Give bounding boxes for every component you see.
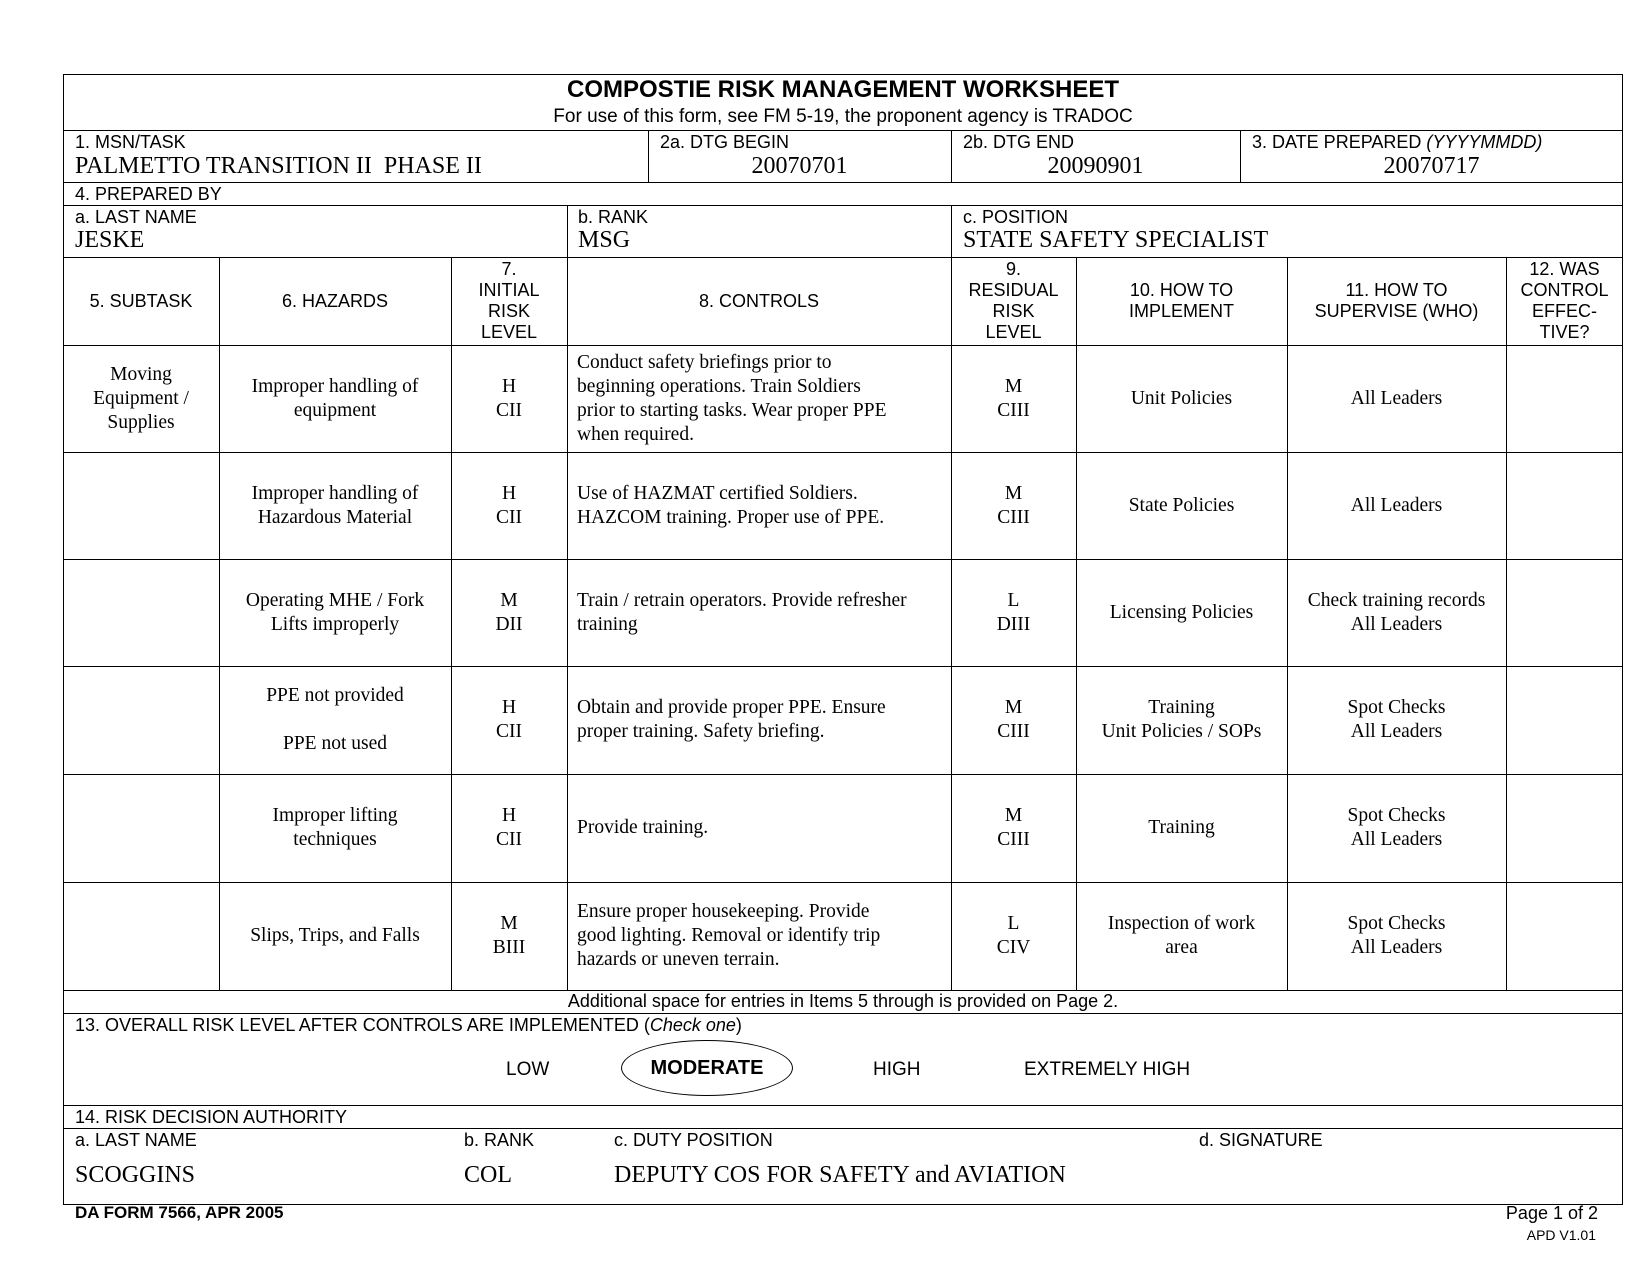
- effective-cell[interactable]: [1506, 882, 1623, 990]
- implement-cell[interactable]: [1076, 345, 1287, 452]
- authority-rank-label: b. RANK: [464, 1130, 535, 1150]
- overall-risk-label: 13. OVERALL RISK LEVEL AFTER CONTROLS ARE IMPLEMENTED (Check one): [75, 1015, 742, 1035]
- table-row: [63, 345, 219, 452]
- col-header-residual-risk: 9. RESIDUAL RISK LEVEL: [968, 259, 1059, 342]
- divider: [63, 130, 1623, 131]
- residual-risk-cell[interactable]: [951, 666, 1076, 774]
- col-header-controls: 8. CONTROLS: [698, 290, 820, 311]
- hazard-cell[interactable]: [219, 559, 451, 666]
- initial-risk-text: H CII: [496, 482, 522, 528]
- supervise-cell[interactable]: [1287, 666, 1506, 774]
- implement-text: Training: [1148, 817, 1215, 838]
- form-subtitle: For use of this form, see FM 5-19, the proponent agency is TRADOC: [553, 106, 1133, 127]
- divider: [63, 1105, 1623, 1106]
- supervise-text: Spot Checks All Leaders: [1347, 805, 1446, 850]
- hazard-text: PPE not provided PPE not used: [266, 685, 404, 754]
- col-header-subtask: 5. SUBTASK: [89, 290, 193, 311]
- col-header-how-implement: 10. HOW TO IMPLEMENT: [1128, 280, 1234, 321]
- supervise-text: Check training records All Leaders: [1307, 589, 1486, 635]
- subtask-cell[interactable]: [63, 882, 219, 990]
- residual-risk-cell[interactable]: [951, 559, 1076, 666]
- initial-risk-cell[interactable]: [451, 882, 567, 990]
- authority-signature-label: d. SIGNATURE: [1199, 1130, 1323, 1150]
- authority-last-name-value[interactable]: SCOGGINS: [75, 1162, 196, 1188]
- controls-cell[interactable]: [567, 345, 951, 452]
- hazard-cell[interactable]: [219, 774, 451, 882]
- controls-cell[interactable]: [567, 559, 951, 666]
- authority-rank-value[interactable]: COL: [464, 1162, 512, 1188]
- col-header-how-supervise: 11. HOW TO SUPERVISE (WHO): [1314, 280, 1479, 321]
- form-title: COMPOSTIE RISK MANAGEMENT WORKSHEET: [566, 76, 1119, 103]
- hazard-text: Operating MHE / Fork Lifts improperly: [245, 589, 425, 635]
- residual-risk-cell[interactable]: [951, 774, 1076, 882]
- residual-risk-cell[interactable]: [951, 882, 1076, 990]
- risk-option-high[interactable]: HIGH: [873, 1059, 921, 1080]
- subtask-cell[interactable]: Moving Equipment / Supplies: [93, 363, 189, 433]
- authority-duty-value[interactable]: DEPUTY COS FOR SAFETY and AVIATION: [614, 1162, 1066, 1188]
- residual-risk-text: L DIII: [996, 589, 1031, 635]
- hazard-text: Slips, Trips, and Falls: [250, 925, 420, 946]
- supervise-text: Spot Checks All Leaders: [1347, 913, 1446, 958]
- implement-text: State Policies: [1128, 494, 1235, 516]
- initial-risk-text: H CII: [496, 805, 522, 850]
- rank-value[interactable]: MSG: [578, 227, 631, 253]
- residual-risk-cell[interactable]: [951, 452, 1076, 559]
- dtg-begin-label: 2a. DTG BEGIN: [660, 132, 790, 152]
- controls-cell[interactable]: [567, 452, 951, 559]
- divider: [951, 205, 952, 257]
- col-header-initial-risk: 7. INITIAL RISK LEVEL: [478, 259, 540, 342]
- position-value[interactable]: STATE SAFETY SPECIALIST: [963, 227, 1269, 253]
- residual-risk-cell[interactable]: [951, 345, 1076, 452]
- initial-risk-text: M BIII: [492, 913, 526, 958]
- date-format-hint: (YYYYMMDD): [1426, 132, 1543, 152]
- supervise-cell[interactable]: [1287, 882, 1506, 990]
- implement-cell[interactable]: [1076, 452, 1287, 559]
- authority-duty-label: c. DUTY POSITION: [614, 1130, 773, 1150]
- additional-space-note: Additional space for entries in Items 5 through is provided on Page 2.: [567, 991, 1119, 1011]
- divider: [567, 205, 568, 257]
- initial-risk-text: H CII: [496, 375, 522, 421]
- divider: [63, 1128, 1623, 1129]
- last-name-label: a. LAST NAME: [75, 207, 197, 227]
- initial-risk-text: M DII: [495, 589, 523, 635]
- initial-risk-cell[interactable]: [451, 774, 567, 882]
- effective-cell[interactable]: [1506, 559, 1623, 666]
- controls-text: Provide training.: [577, 817, 709, 838]
- form-id: DA FORM 7566, APR 2005: [75, 1203, 284, 1222]
- implement-text: Licensing Policies: [1109, 601, 1254, 623]
- position-label: c. POSITION: [963, 207, 1069, 227]
- supervise-text: All Leaders: [1350, 387, 1443, 409]
- implement-cell[interactable]: [1076, 882, 1287, 990]
- page-number: Page 1 of 2: [1505, 1203, 1598, 1223]
- residual-risk-text: M CIII: [997, 697, 1030, 742]
- last-name-value[interactable]: JESKE: [75, 227, 145, 253]
- residual-risk-text: L CIV: [996, 913, 1031, 958]
- controls-text: Train / retrain operators. Provide refresher training: [577, 589, 907, 635]
- risk-option-extremely-high[interactable]: EXTREMELY HIGH: [1024, 1059, 1191, 1080]
- col-header-effective: 12. WAS CONTROL EFFEC- TIVE?: [1520, 259, 1609, 342]
- hazard-cell[interactable]: [219, 345, 451, 452]
- controls-text: Use of HAZMAT certified Soldiers. HAZCOM training. Proper use of PPE.: [577, 482, 885, 528]
- controls-text: Ensure proper housekeeping. Provide good lighting. Removal or identify trip hazards or uneven terrain.: [577, 901, 881, 970]
- rank-label: b. RANK: [578, 207, 649, 227]
- prepared-by-label: 4. PREPARED BY: [75, 184, 222, 204]
- hazard-cell[interactable]: [219, 666, 451, 774]
- supervise-cell[interactable]: [1287, 345, 1506, 452]
- subtask-cell[interactable]: [63, 559, 219, 666]
- implement-cell[interactable]: [1076, 774, 1287, 882]
- effective-cell[interactable]: [1506, 666, 1623, 774]
- controls-text: Obtain and provide proper PPE. Ensure proper training. Safety briefing.: [577, 697, 886, 742]
- supervise-cell[interactable]: [1287, 452, 1506, 559]
- supervise-cell[interactable]: [1287, 774, 1506, 882]
- controls-cell[interactable]: [567, 774, 951, 882]
- controls-cell[interactable]: [567, 666, 951, 774]
- risk-option-moderate[interactable]: MODERATE: [650, 1057, 764, 1079]
- supervise-text: All Leaders: [1350, 494, 1443, 516]
- initial-risk-text: H CII: [496, 697, 522, 742]
- subtask-cell[interactable]: [63, 452, 219, 559]
- date-prepared-value[interactable]: 20070717: [1383, 153, 1480, 179]
- date-prepared-label: 3. DATE PREPARED (YYYYMMDD): [1252, 132, 1543, 152]
- effective-cell[interactable]: [1506, 452, 1623, 559]
- hazard-text: Improper lifting techniques: [272, 805, 398, 850]
- dtg-end-label: 2b. DTG END: [963, 132, 1075, 152]
- residual-risk-text: M CIII: [997, 482, 1030, 528]
- controls-text: Conduct safety briefings prior to beginning operations. Train Soldiers prior to starting tasks. Wear proper PPE when required.: [577, 351, 887, 445]
- risk-option-low[interactable]: LOW: [506, 1059, 550, 1080]
- effective-cell[interactable]: [1506, 345, 1623, 452]
- initial-risk-cell[interactable]: [451, 345, 567, 452]
- effective-cell[interactable]: [1506, 774, 1623, 882]
- divider: [63, 1013, 1623, 1014]
- controls-cell[interactable]: [567, 882, 951, 990]
- implement-text: Training Unit Policies / SOPs: [1101, 697, 1262, 742]
- msn-task-label: 1. MSN/TASK: [75, 132, 186, 152]
- implement-cell[interactable]: [1076, 559, 1287, 666]
- hazard-cell[interactable]: [219, 452, 451, 559]
- dtg-begin-value[interactable]: 20070701: [751, 153, 848, 179]
- subtask-cell[interactable]: [63, 774, 219, 882]
- initial-risk-cell[interactable]: [451, 666, 567, 774]
- hazard-text: Improper handling of equipment: [251, 375, 419, 421]
- form-version: APD V1.01: [1526, 1227, 1596, 1243]
- subtask-cell[interactable]: [63, 666, 219, 774]
- divider: [63, 182, 1623, 183]
- col-header-hazards: 6. HAZARDS: [281, 290, 389, 311]
- authority-last-name-label: a. LAST NAME: [75, 1130, 197, 1150]
- residual-risk-text: M CIII: [997, 375, 1030, 421]
- initial-risk-cell[interactable]: [451, 559, 567, 666]
- msn-task-value[interactable]: PALMETTO TRANSITION II PHASE II: [75, 153, 482, 179]
- authority-label: 14. RISK DECISION AUTHORITY: [75, 1107, 348, 1127]
- implement-text: Inspection of work area: [1107, 913, 1256, 958]
- initial-risk-cell[interactable]: [451, 452, 567, 559]
- divider: [63, 205, 1623, 206]
- supervise-text: Spot Checks All Leaders: [1347, 697, 1446, 742]
- implement-cell[interactable]: [1076, 666, 1287, 774]
- residual-risk-text: M CIII: [997, 805, 1030, 850]
- supervise-cell[interactable]: [1287, 559, 1506, 666]
- dtg-end-value[interactable]: 20090901: [1047, 153, 1144, 179]
- implement-text: Unit Policies: [1130, 387, 1233, 409]
- hazard-cell[interactable]: [219, 882, 451, 990]
- hazard-text: Improper handling of Hazardous Material: [251, 482, 419, 528]
